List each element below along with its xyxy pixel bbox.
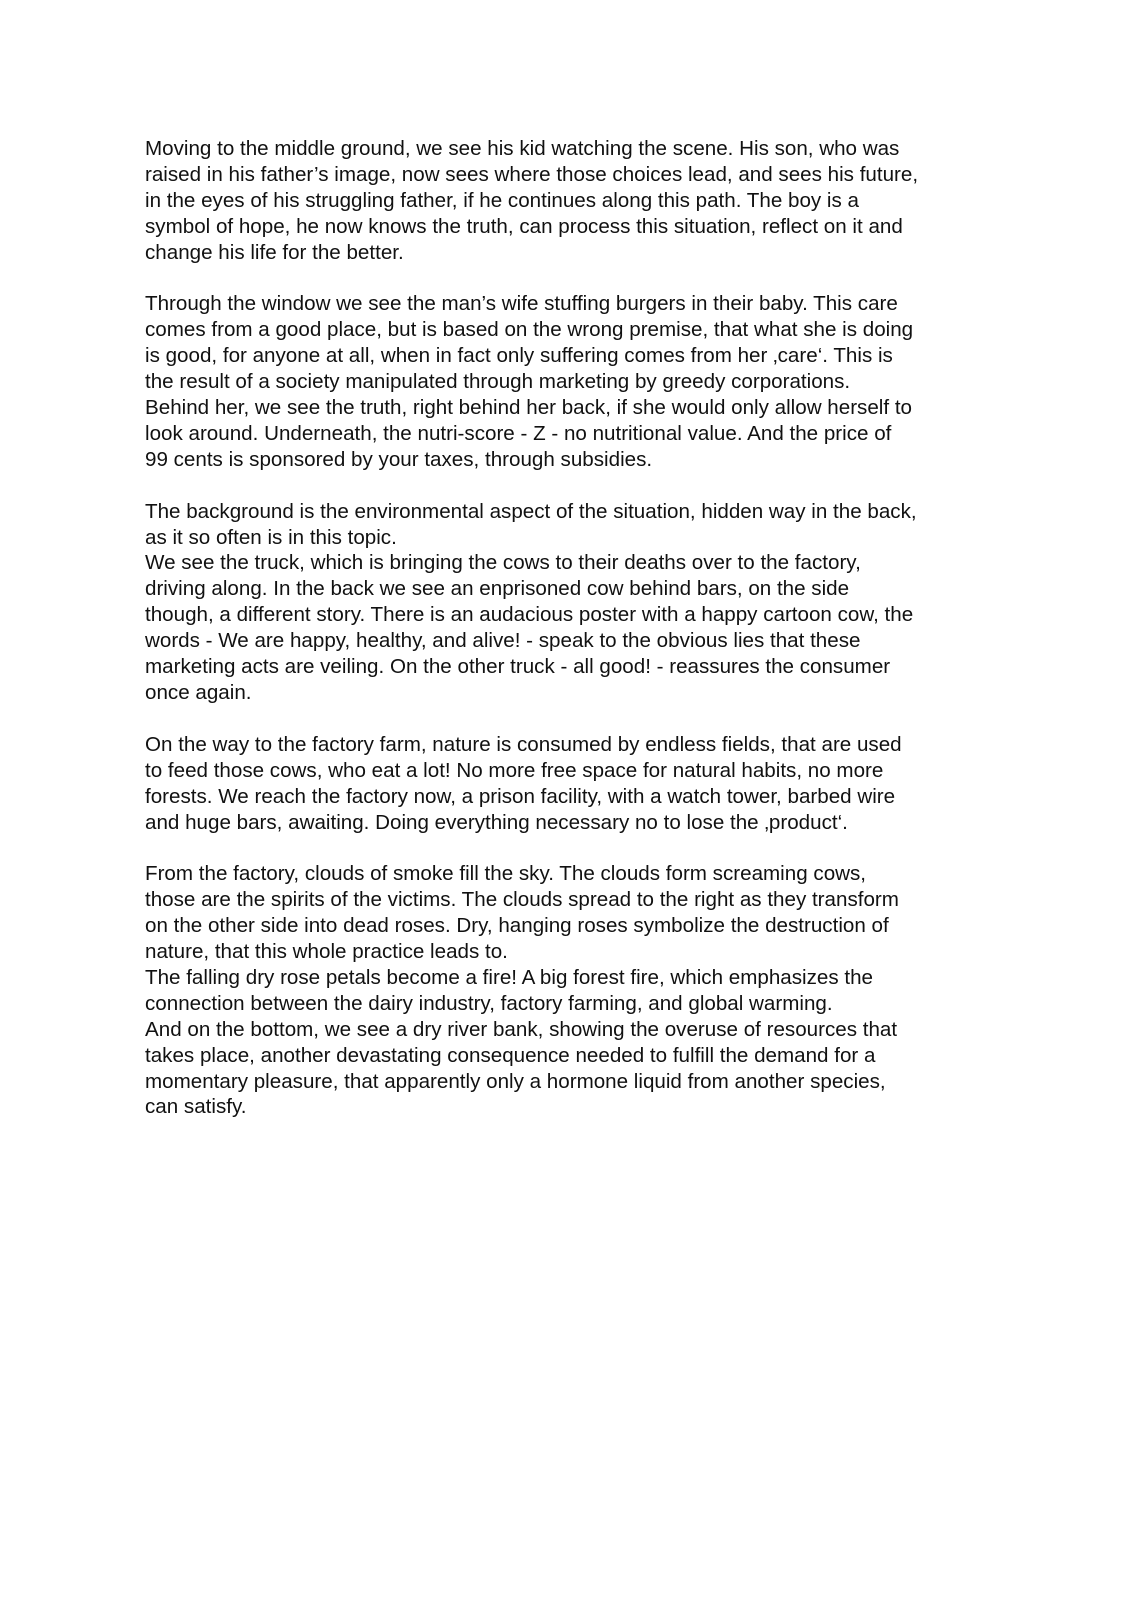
- text-line: momentary pleasure, that apparently only a hormone liquid from another species,: [145, 1069, 886, 1093]
- text-line: From the factory, clouds of smoke fill the sky. The clouds form screaming cows,: [145, 862, 867, 886]
- text-line: in the eyes of his struggling father, if he continues along this path. The boy is a: [145, 188, 859, 212]
- text-line: change his life for the better.: [145, 240, 404, 264]
- text-line: We see the truck, which is bringing the cows to their deaths over to the factory,: [145, 551, 861, 575]
- text-line: can satisfy.: [145, 1095, 247, 1119]
- text-line: as it so often is in this topic.: [145, 525, 397, 549]
- text-line: nature, that this whole practice leads to.: [145, 940, 508, 964]
- text-line: to feed those cows, who eat a lot! No more free space for natural habits, no more: [145, 758, 884, 782]
- paragraph-window: [145, 291, 985, 472]
- text-line: driving along. In the back we see an enprisoned cow behind bars, on the side: [145, 577, 850, 601]
- paragraph-background: [145, 499, 985, 706]
- text-line: takes place, another devastating consequence needed to fulfill the demand for a: [145, 1043, 876, 1067]
- text-line: raised in his father’s image, now sees where those choices lead, and sees his future,: [145, 162, 919, 186]
- text-line: forests. We reach the factory now, a prison facility, with a watch tower, barbed wire: [145, 784, 896, 808]
- text-line: is good, for anyone at all, when in fact only suffering comes from her ‚care‘. This is: [145, 344, 893, 368]
- text-line: marketing acts are veiling. On the other truck - all good! - reassures the consumer: [145, 655, 891, 679]
- text-line: the result of a society manipulated through marketing by greedy corporations.: [145, 370, 851, 394]
- text-line: Behind her, we see the truth, right behind her back, if she would only allow herself to: [145, 396, 912, 420]
- paragraph-factory-farm: [145, 732, 985, 836]
- paragraph-middle-ground: [145, 136, 985, 266]
- paragraph-smoke-clouds: [145, 861, 985, 1120]
- text-line: and huge bars, awaiting. Doing everything necessary no to lose the ‚product‘.: [145, 810, 848, 834]
- text-line: On the way to the factory farm, nature is consumed by endless fields, that are used: [145, 732, 902, 756]
- text-line: once again.: [145, 681, 252, 704]
- text-line: words - We are happy, healthy, and alive! - speak to the obvious lies that these: [145, 629, 861, 653]
- text-line: though, a different story. There is an audacious poster with a happy cartoon cow, the: [145, 603, 914, 627]
- text-line: And on the bottom, we see a dry river bank, showing the overuse of resources that: [145, 1017, 898, 1041]
- text-line: Moving to the middle ground, we see his kid watching the scene. His son, who was: [145, 137, 900, 160]
- text-line: The falling dry rose petals become a fire! A big forest fire, which emphasizes the: [145, 965, 874, 989]
- text-line: those are the spirits of the victims. The clouds spread to the right as they transform: [145, 888, 899, 912]
- text-line: symbol of hope, he now knows the truth, can process this situation, reflect on it and: [145, 214, 903, 238]
- text-line: Through the window we see the man’s wife stuffing burgers in their baby. This care: [145, 292, 898, 316]
- text-line: look around. Underneath, the nutri-score - Z - no nutritional value. And the price of: [145, 421, 892, 445]
- text-line: The background is the environmental aspect of the situation, hidden way in the back,: [145, 499, 917, 523]
- text-line: connection between the dairy industry, factory farming, and global warming.: [145, 991, 833, 1015]
- text-line: on the other side into dead roses. Dry, hanging roses symbolize the destruction of: [145, 914, 889, 938]
- document-body: [145, 136, 985, 1146]
- text-line: comes from a good place, but is based on the wrong premise, that what she is doing: [145, 318, 914, 342]
- text-line: 99 cents is sponsored by your taxes, through subsidies.: [145, 447, 653, 471]
